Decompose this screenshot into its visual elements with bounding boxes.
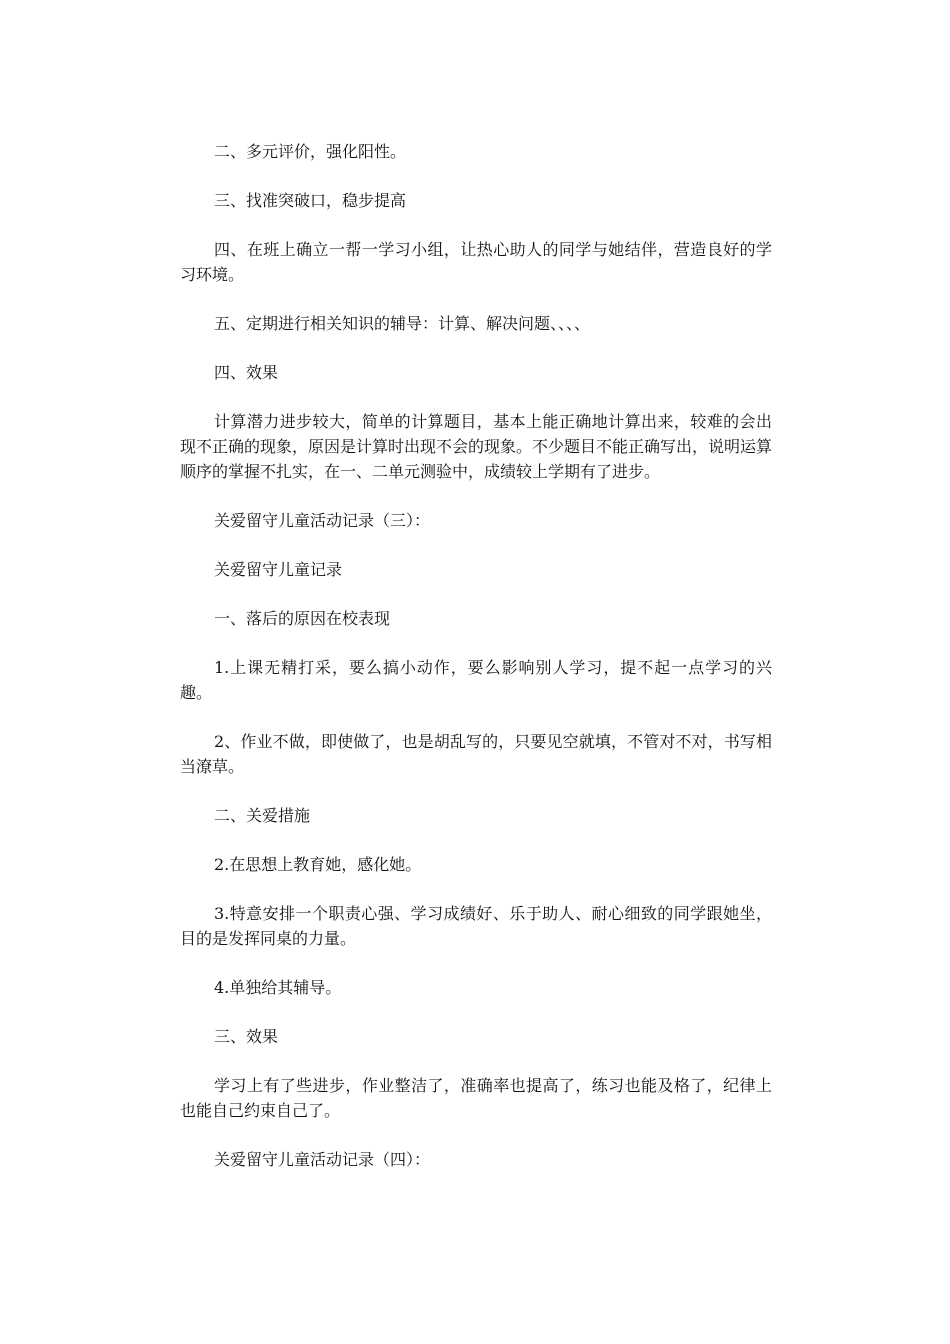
record-subtitle: 关爱留守儿童记录 xyxy=(214,560,343,579)
paragraph: 三、找准突破口，稳步提高 xyxy=(214,191,407,210)
list-item: 3.特意安排一个职责心强、学习成绩好、乐于助人、耐心细致的同学跟她坐，目的是发挥同桌的力量。 xyxy=(180,904,772,948)
paragraph: 学习上有了些进步，作业整洁了，准确率也提高了，练习也能及格了，纪律上也能自己约束自己了。 xyxy=(180,1076,772,1120)
list-item: 4.单独给其辅导。 xyxy=(214,978,342,997)
paragraph: 计算潜力进步较大，简单的计算题目，基本上能正确地计算出来，较难的会出现不正确的现象，原因是计算时出现不会的现象。不少题目不能正确写出，说明运算顺序的掌握不扎实，在一、二单元测验中，成绩较上学期有了进步。 xyxy=(180,412,773,481)
list-item: 2.在思想上教育她，感化她。 xyxy=(214,855,422,874)
list-item: 2、作业不做，即使做了，也是胡乱写的，只要见空就填，不管对不对，书写相当潦草。 xyxy=(180,732,772,776)
list-item: 1.上课无精打采，要么搞小动作，要么影响别人学习，提不起一点学习的兴趣。 xyxy=(180,658,772,702)
paragraph: 五、定期进行相关知识的辅导：计算、解决问题、、、、 xyxy=(214,314,591,333)
section-heading: 三、效果 xyxy=(214,1027,279,1046)
section-heading: 二、关爱措施 xyxy=(214,806,311,825)
record-title: 关爱留守儿童活动记录（三）： xyxy=(214,511,431,530)
document-body xyxy=(180,139,772,1196)
paragraph: 二、多元评价，强化阳性。 xyxy=(214,142,407,161)
record-title: 关爱留守儿童活动记录（四）： xyxy=(214,1150,431,1169)
section-heading: 一、落后的原因在校表现 xyxy=(214,609,391,628)
section-heading: 四、效果 xyxy=(214,363,279,382)
paragraph: 四、在班上确立一帮一学习小组，让热心助人的同学与她结伴，营造良好的学习环境。 xyxy=(180,240,772,284)
